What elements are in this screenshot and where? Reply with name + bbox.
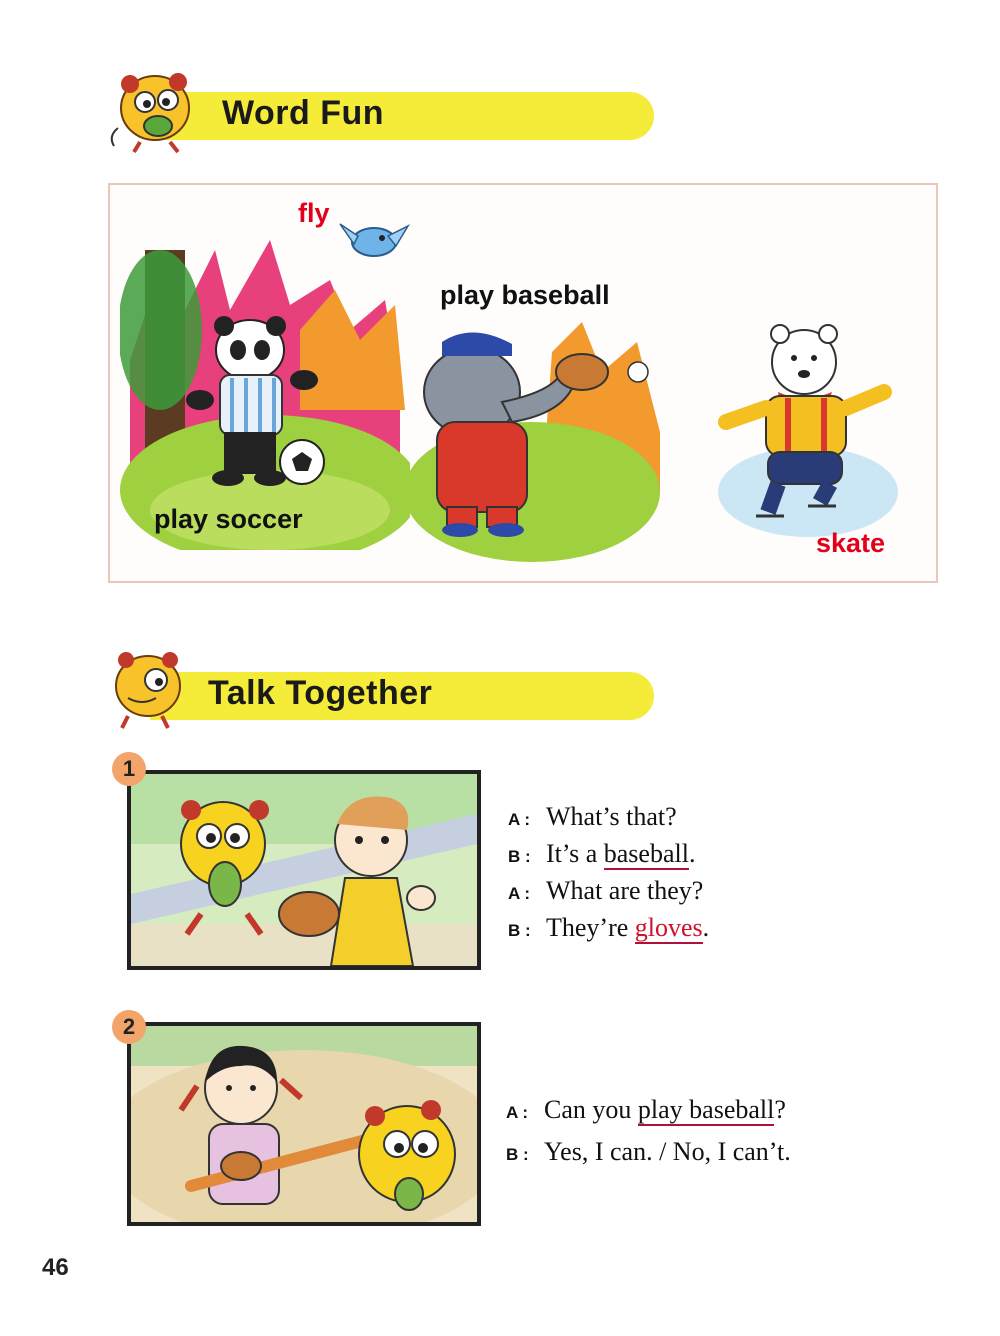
bird-icon xyxy=(338,218,412,264)
dialog-line xyxy=(506,1095,786,1125)
dialog-text: . xyxy=(702,913,710,942)
speaker-label: B : xyxy=(508,847,531,866)
key-word: baseball xyxy=(603,839,689,868)
mascot-icon xyxy=(98,640,198,732)
dialog-text: ? xyxy=(774,1095,786,1124)
label-fly: fly xyxy=(298,198,330,228)
label-skate: skate xyxy=(816,528,886,558)
dialog-line xyxy=(508,913,709,943)
key-word: gloves xyxy=(634,913,703,942)
elephant-baseball-illustration xyxy=(402,312,662,562)
dialog-text: It’s a xyxy=(546,839,604,868)
dialog-line xyxy=(508,839,695,869)
section-title-talk-together: Talk Together xyxy=(208,674,433,712)
girl-and-mascot-illustration xyxy=(131,1026,477,1222)
label-play-soccer: play soccer xyxy=(154,504,303,534)
dialog-text: What are they? xyxy=(546,876,704,905)
speaker-label: A : xyxy=(508,884,531,903)
speaker-label: A : xyxy=(506,1103,529,1122)
bear-skating-illustration xyxy=(708,312,904,544)
speaker-label: B : xyxy=(508,921,531,940)
page-number: 46 xyxy=(42,1254,69,1281)
dialog-line xyxy=(506,1137,791,1167)
section-title-word-fun: Word Fun xyxy=(222,94,384,132)
dialog-text: Yes, I can. / No, I can’t. xyxy=(544,1137,791,1166)
dialog-line xyxy=(508,802,677,832)
boy-and-mascot-illustration xyxy=(131,774,477,966)
comic-panel-1 xyxy=(127,770,481,970)
speaker-label: A : xyxy=(508,810,531,829)
label-play-baseball: play baseball xyxy=(440,280,610,310)
panel-number-badge: 1 xyxy=(112,752,146,786)
panel-number-badge: 2 xyxy=(112,1010,146,1044)
speaker-label: B : xyxy=(506,1145,529,1164)
dialog-text: They’re xyxy=(546,913,635,942)
dialog-text: What’s that? xyxy=(546,802,677,831)
key-phrase: play baseball xyxy=(637,1095,775,1124)
comic-panel-2 xyxy=(127,1022,481,1226)
dialog-line xyxy=(508,876,703,906)
mascot-icon xyxy=(100,58,210,154)
dialog-text: . xyxy=(688,839,696,868)
dialog-text: Can you xyxy=(544,1095,638,1124)
